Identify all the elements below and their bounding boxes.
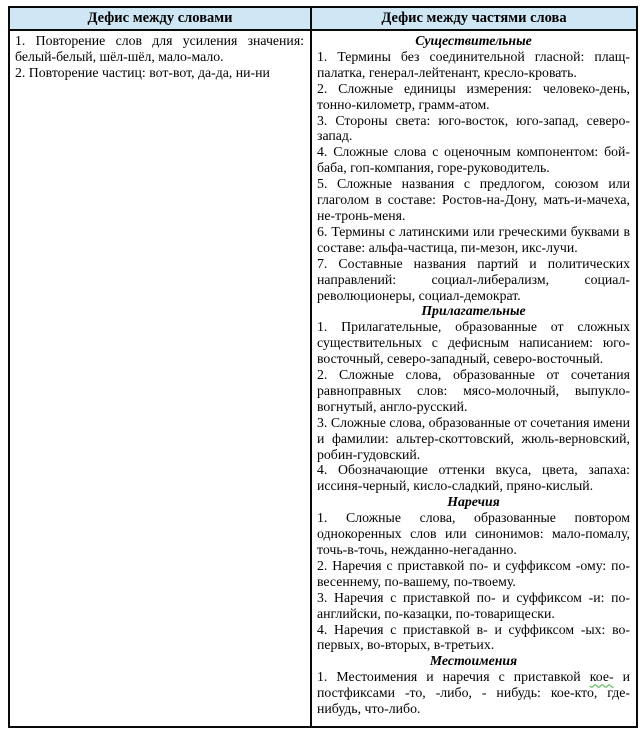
right-column-cell [311,30,637,727]
section-heading-adverbs: Наречия [447,494,500,510]
table-header-row [9,7,637,30]
rule-item: 1. Повторение слов для усиления значения: белый-белый, шёл-шёл, мало-мало. [15,33,304,64]
rule-item: 3. Стороны света: юго-восток, юго-запад, северо-запад. [317,112,630,144]
section-heading-adjectives: Прилагательные [421,303,526,319]
rule-item: 1. Термины без соединительной гласной: плащ-палатка, генерал-лейтенант, кресло-кровать. [317,48,630,80]
rule-item: 4. Сложные слова с оценочным компонентом: бой-баба, гоп-компания, горе-руководитель. [317,144,630,176]
rule-item: 3. Сложные слова, образованные от сочетания имени и фамилии: альтер-скоттовский, жюль-верновский, робин-гудовский. [317,414,630,462]
grammar-check-underlined-text: кое- [589,669,614,685]
rule-item: 7. Составные названия партий и политических направлений: социал-либерализм, социал-революционеры, социал-демократ. [317,255,630,303]
rule-item-text: и постфиксами -то, -либо, - нибудь: кое-кто, где-нибудь, что-либо. [317,669,630,717]
rule-item: 1. Прилагательные, образованные от сложных существительных с дефисным написанием: юго-восточный, северо-западный, северо-восточный. [317,319,630,367]
left-column-cell [9,30,311,727]
rule-item [317,669,630,717]
rule-item-text: 1. Местоимения и наречия с приставкой [317,669,590,685]
rule-item: 2. Наречия с приставкой по- и суффиксом -ому: по-весеннему, по-вашему, по-твоему. [317,557,630,589]
column-header-hyphen-between-words: Дефис между словами [9,7,311,30]
rule-item: 4. Наречия с приставкой в- и суффиксом -ых: во-первых, во-вторых, в-третьих. [317,621,630,653]
rule-item: 3. Наречия с приставкой по- и суффиксом -и: по-английски, по-казацки, по-товарищески. [317,589,630,621]
rule-item: 1. Сложные слова, образованные повтором однокоренных слов или синонимов: мало-помалу, точь-в-точь, нежданно-негаданно. [317,510,630,557]
rule-item: 2. Сложные слова, образованные от сочетания равноправных слов: мясо-молочный, выпукло-вогнутый, англо-русский. [317,367,630,414]
rule-item: 2. Сложные единицы измерения: человеко-день, тонно-километр, грамм-атом. [317,80,630,112]
rule-item: 4. Обозначающие оттенки вкуса, цвета, запаха: иссиня-черный, кисло-сладкий, пряно-кислый. [317,462,630,494]
section-heading-nouns: Существительные [415,33,532,48]
rule-item: 2. Повторение частиц: вот-вот, да-да, ни-ни [15,64,270,80]
table-body-row [9,30,637,727]
rule-item: 6. Термины с латинскими или греческими буквами в составе: альфа-частица, пи-мезон, икс-лучи. [317,223,630,255]
column-header-hyphen-between-word-parts: Дефис между частями слова [311,7,637,30]
hyphen-rules-table [8,6,638,728]
section-heading-pronouns: Местоимения [429,653,518,669]
rule-item: 5. Сложные названия с предлогом, союзом или глаголом в составе: Ростов-на-Дону, мать-и-мачеха, не-тронь-меня. [317,176,630,223]
